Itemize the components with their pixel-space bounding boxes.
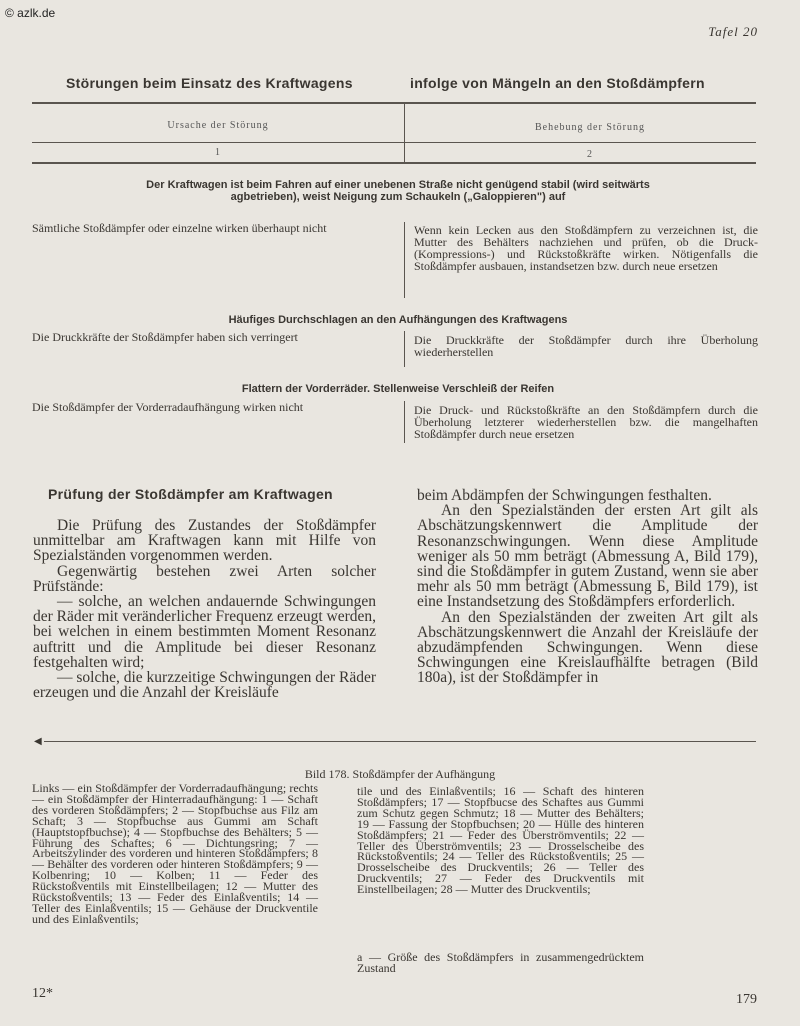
col-header-remedy: Behebung der Störung (535, 122, 645, 133)
remedy-2: Die Druckkräfte der Stoßdämpfer durch ihre Überholung wiederherstellen (414, 333, 758, 359)
cause-3: Die Stoßdämpfer der Vorderradaufhängung wirken nicht (32, 400, 304, 414)
remedy-3: Die Druck- und Rückstoßkräfte an den Stoßdämpfern durch die Überholung letzterer wiederherstellen bzw. die mangelhaften Stoßdämpfer durch neue ersetzen (414, 403, 758, 441)
paragraph: — solche, an welchen andauernde Schwingungen der Räder mit veränderlicher Frequenz erzeugt werden, bei welchen in einem bestimmten Moment Resonanz auftritt und die Amplitude bei dieser Resonanz festgehalten wird; (33, 593, 376, 671)
figure-caption-title: Bild 178. Stoßdämpfer der Aufhängung (304, 767, 496, 781)
col-number-2: 2 (587, 149, 593, 160)
figure-caption-right: tile und des Einlaßventils; 16 — Schaft des hinteren Stoßdämpfers; 17 — Stopfbucse des Schaftes aus Gummi zum Schutz gegen Schmutz; 18 — Mutter des Behälters; 19 — Fassung der Stopfbuchsen; 20 — Hülle des hinteren Stoßdämpfers; 21 — Feder des Überströmventils; 22 — Teller des Überströmventils; 23 — Drosselscheibe des Rückstoßventils; 24 — Teller des Rückstoßventils; 25 — Drosselscheibe des Druckventils; 26 — Teller des Druckventils; 27 — Feder des Druckventils mit Einstellbeilagen; 28 — Mutter des Druckventils; (357, 784, 644, 897)
section-title-1: Der Kraftwagen ist beim Fahren auf einer unebenen Straße nicht genügend stabil (wird seitwärts agbetrieben), weist Neigung zum Schaukeln („Galoppieren") auf (146, 179, 650, 203)
table-top-rule (32, 102, 756, 104)
table-title-right: infolge von Mängeln an den Stoßdämpfern (410, 75, 705, 91)
paragraph: — solche, die kurzzeitige Schwingungen der Räder erzeugen und die Anzahl der Kreisläufe (33, 669, 376, 702)
paragraph: An den Spezialständen der zweiten Art gilt als Abschätzungskennwert die Anzahl der Kreisläufe der abzudämpfenden Schwingungen. Wenn diese Schwingungen eine Kreislaufhälfte betragen (Bild 180a), ist der Stoßdämpfer in (417, 608, 758, 687)
watermark: © azlk.de (5, 6, 56, 20)
section-title-3: Flattern der Vorderräder. Stellenweise Verschleiß der Reifen (241, 383, 555, 395)
col-header-cause: Ursache der Störung (167, 120, 269, 131)
arrow-left-icon: ◀ (34, 736, 42, 747)
row-divider-3 (404, 401, 405, 443)
pruefung-left-column (33, 518, 376, 700)
remedy-1: Wenn kein Lecken aus den Stoßdämpfern zu verzeichnen ist, die Mutter des Behälters nachziehen und prüfen, ob die Druck- (Kompressions-) und Rückstoßkräfte wirken. Nötigenfalls die Stoßdämpfer ausbauen, instandsetzen bzw. durch neue ersetzen (414, 223, 758, 273)
paragraph: An den Spezialständen der ersten Art gilt als Abschätzungskennwert die Amplitude der Resonanzschwingungen. Wenn diese Amplitude weniger als 50 mm beträgt (Abmessung A, Bild 179), sind die Stoßdämpfer in gutem Zustand, wenn sie aber mehr als 50 mm beträgt (Abmessung Б, Bild 179), ist eine Instandsetzung des Stoßdämpfers erforderlich. (417, 502, 758, 611)
paragraph: beim Abdämpfen der Schwingungen festhalten. (417, 487, 712, 504)
pruefung-right-column (417, 488, 758, 686)
col-number-1: 1 (215, 147, 221, 158)
section-title-2: Häufiges Durchschlagen an den Aufhängungen des Kraftwagens (228, 314, 568, 326)
table-header-bottom-rule (32, 162, 756, 164)
paragraph: Die Prüfung des Zustandes der Stoßdämpfer unmittelbar am Kraftwagen kann mit Hilfe von Spezialständen vorgenommen werden. (33, 517, 376, 565)
cause-1: Sämtliche Stoßdämpfer oder einzelne wirken überhaupt nicht (32, 221, 327, 235)
row-divider-1 (404, 222, 405, 298)
row-divider-2 (404, 331, 405, 367)
table-title-left: Störungen beim Einsatz des Kraftwagens (66, 75, 353, 91)
cause-2: Die Druckkräfte der Stoßdämpfer haben sich verringert (32, 330, 298, 344)
figure-caption-note: a — Größe des Stoßdämpfers in zusammengedrücktem Zustand (357, 950, 644, 975)
figure-caption-left: Links — ein Stoßdämpfer der Vorderradaufhängung; rechts — ein Stoßdämpfer der Hinterradaufhängung: 1 — Schaft des vorderen Stoßdämpfers; 2 — Stopfbuchse aus Filz am Schaft; 3 — Stopfbuchse aus Gummi am Schaft (Hauptstopfbuchse); 4 — Stopfbuchse des Behälters; 5 — Führung des Schaftes; 6 — Dichtungsring; 7 — Arbeitszylinder des vorderen und hinteren Stoßdämpfers; 8 — Behälter des vorderen oder hinteren Stoßdämpfers; 9 — Kolbenring; 10 — Kolben; 11 — Feder des Rückstoßventils mit Einstellbeilagen; 12 — Mutter des Rückstoßventils; 13 — Feder des Einlaßventils; 14 — Teller des Einlaßventils; 15 — Gehäuse der Druckventile und des Einlaßventils; (32, 781, 318, 926)
table-mid-rule (32, 142, 756, 143)
figure-rule (44, 741, 756, 742)
section-heading-pruefung: Prüfung der Stoßdämpfer am Kraftwagen (48, 486, 333, 502)
paragraph: Gegenwärtig bestehen zwei Arten solcher Prüfstände: (33, 562, 376, 595)
plate-number: Tafel 20 (708, 24, 758, 39)
page-number-right: 179 (736, 992, 757, 1007)
page-number-left: 12* (32, 986, 53, 1001)
